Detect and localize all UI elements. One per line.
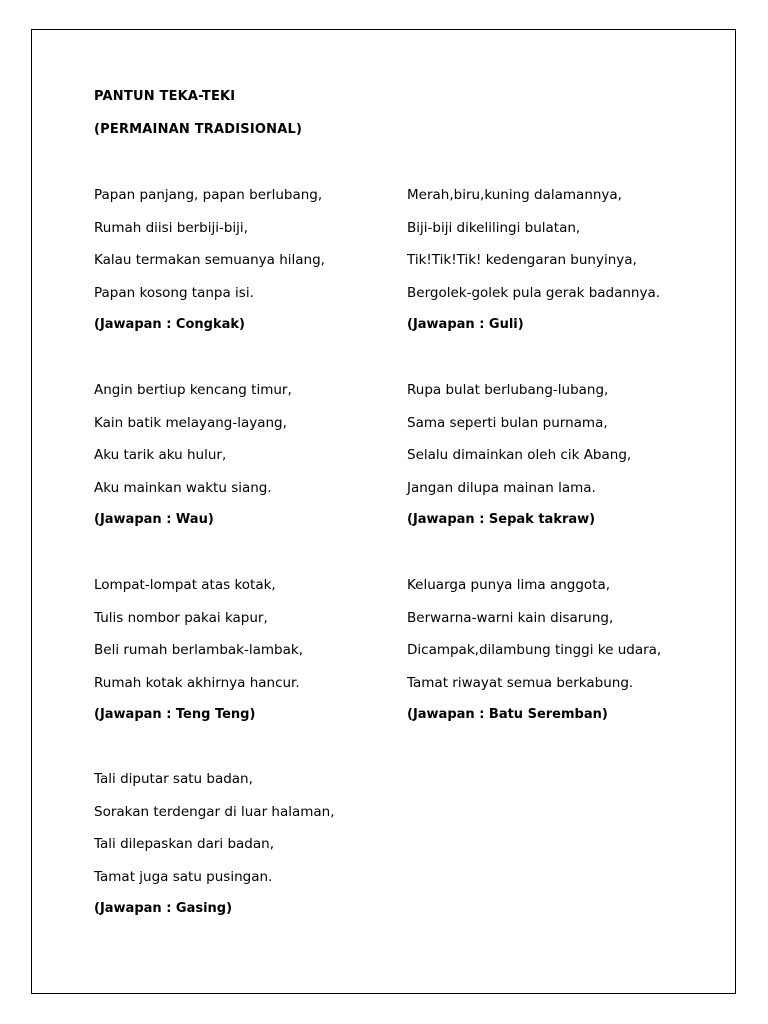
- stanza-line: Rupa bulat berlubang-lubang,: [407, 382, 609, 398]
- stanza-line: Berwarna-warni kain disarung,: [407, 609, 614, 626]
- stanza-line: Jangan dilupa mainan lama.: [407, 479, 596, 496]
- document-subtitle: (PERMAINAN TRADISIONAL): [94, 122, 303, 137]
- stanza-line: Papan panjang, papan berlubang,: [94, 187, 323, 203]
- stanza-answer: (Jawapan : Guli): [407, 317, 524, 333]
- stanza-answer: (Jawapan : Gasing): [94, 901, 233, 917]
- stanza-line: Dicampak,dilambung tinggi ke udara,: [407, 642, 662, 659]
- stanza-line: Angin bertiup kencang timur,: [94, 382, 292, 398]
- stanza-line: Tik!Tik!Tik! kedengaran bunyinya,: [407, 252, 637, 269]
- stanza-answer: (Jawapan : Sepak takraw): [407, 512, 596, 528]
- stanza-wau: [94, 380, 394, 530]
- stanza-guli: [407, 185, 707, 335]
- stanza-line: Tali diputar satu badan,: [94, 771, 253, 787]
- stanza-line: Kain batik melayang-layang,: [94, 414, 287, 431]
- stanza-line: Lompat-lompat atas kotak,: [94, 577, 276, 593]
- stanza-line: Keluarga punya lima anggota,: [407, 577, 611, 593]
- stanza-teng-teng: [94, 575, 394, 725]
- stanza-line: Tamat riwayat semua berkabung.: [407, 674, 634, 691]
- stanza-line: Aku mainkan waktu siang.: [94, 479, 272, 496]
- stanza-answer: (Jawapan : Congkak): [94, 317, 245, 333]
- stanza-line: Biji-biji dikelilingi bulatan,: [407, 219, 581, 236]
- stanza-line: Rumah diisi berbiji-biji,: [94, 219, 248, 236]
- stanza-line: Sorakan terdengar di luar halaman,: [94, 803, 335, 820]
- stanza-line: Bergolek-golek pula gerak badannya.: [407, 284, 661, 301]
- stanza-line: Aku tarik aku hulur,: [94, 447, 227, 464]
- stanza-line: Papan kosong tanpa isi.: [94, 284, 254, 301]
- stanza-line: Tulis nombor pakai kapur,: [94, 609, 268, 626]
- stanza-answer: (Jawapan : Teng Teng): [94, 707, 256, 723]
- stanza-line: Tali dilepaskan dari badan,: [94, 836, 274, 853]
- stanza-answer: (Jawapan : Wau): [94, 512, 214, 528]
- stanza-line: Beli rumah berlambak-lambak,: [94, 642, 303, 659]
- stanza-answer: (Jawapan : Batu Seremban): [407, 707, 608, 723]
- stanza-line: Tamat juga satu pusingan.: [94, 868, 273, 885]
- stanza-sepak-takraw: [407, 380, 707, 530]
- document-title: PANTUN TEKA-TEKI: [94, 89, 236, 104]
- stanza-congkak: [94, 185, 394, 335]
- stanza-line: Sama seperti bulan purnama,: [407, 414, 608, 431]
- stanza-gasing: [94, 769, 394, 919]
- stanza-line: Selalu dimainkan oleh cik Abang,: [407, 447, 632, 464]
- stanza-line: Kalau termakan semuanya hilang,: [94, 252, 325, 269]
- stanza-batu-seremban: [407, 575, 707, 725]
- stanza-line: Merah,biru,kuning dalamannya,: [407, 187, 622, 203]
- stanza-line: Rumah kotak akhirnya hancur.: [94, 674, 300, 691]
